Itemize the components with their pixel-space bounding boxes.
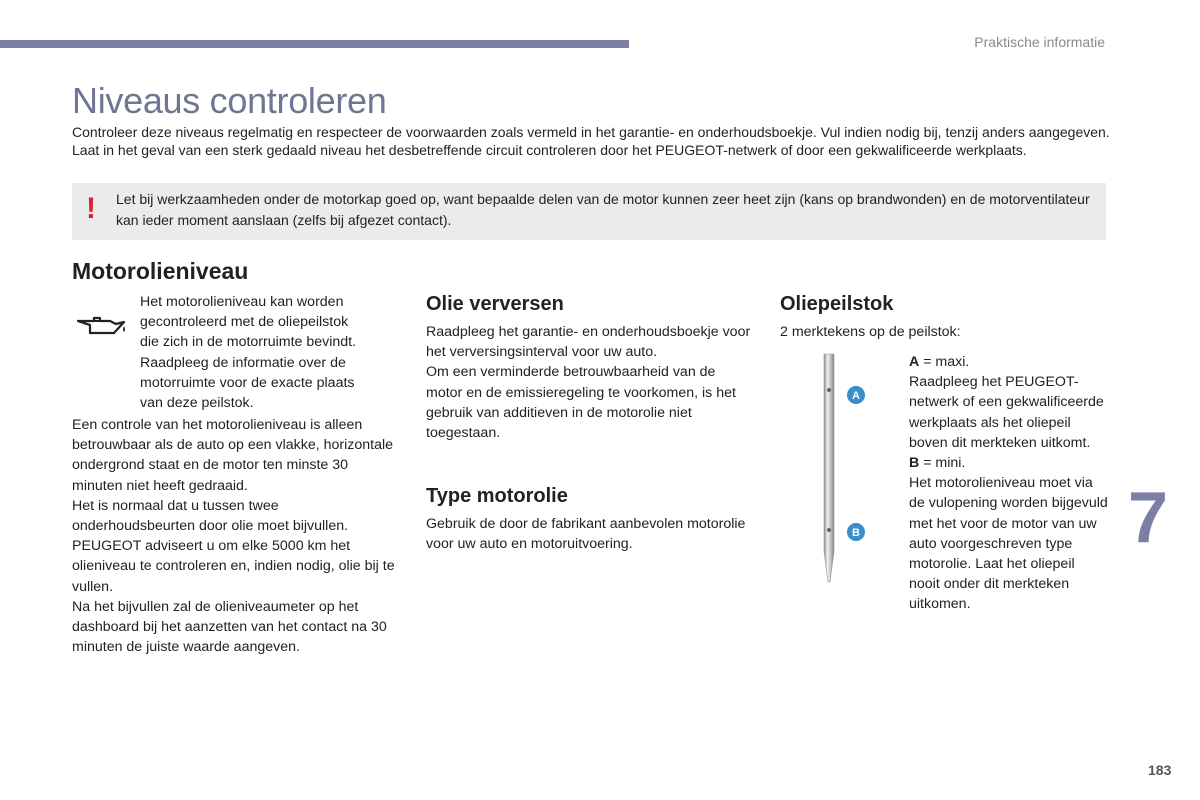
oil-type-paragraph: Gebruik de door de fabrikant aanbevolen motorolie voor uw auto en motoruitvoering. [426, 516, 746, 553]
mark-b-line [909, 453, 1109, 473]
oil-level-paragraph-1: Een controle van het motorolieniveau is alleen betrouwbaar als de auto op een vlakke, horizontale ondergrond staat en de motor ten minste 30 minuten niet heeft gedraaid. [72, 417, 394, 494]
oil-level-line: Raadpleeg de informatie over de [140, 354, 346, 371]
oil-change-heading: Olie verversen [426, 293, 564, 315]
oil-change-paragraph-1: Raadpleeg het garantie- en onderhoudsboekje voor het verversingsinterval voor uw auto. [426, 324, 751, 361]
mark-a-label: A [909, 354, 920, 370]
mark-a-value: = maxi. [919, 354, 970, 370]
svg-text:B: B [852, 527, 860, 539]
intro-paragraph-1: Controleer deze niveaus regelmatig en respecteer de voorwaarden zoals vermeld in het garantie- en onderhoudsboekje. Vul indien nodig bij, tenzij anders aangegeven. [72, 124, 1110, 140]
oil-level-line: motorruimte voor de exacte plaats [140, 374, 355, 391]
warning-box [72, 183, 1106, 240]
svg-text:A: A [852, 390, 860, 402]
oil-level-line: van deze peilstok. [140, 395, 254, 412]
dipstick-marks-text [909, 352, 1109, 615]
dipstick-mark-max [827, 388, 831, 392]
page-title: Niveaus controleren [72, 80, 387, 121]
oil-change-paragraph-2: Om een verminderde betrouwbaarheid van de motor en de emissieregeling te voorkomen, is het gebruik van additieven in de motorolie niet toegestaan. [426, 364, 736, 442]
oil-level-paragraph-2: Het is normaal dat u tussen twee onderhoudsbeurten door olie moet bijvullen. PEUGEOT adviseert u om elke 5000 km het olieniveau te controleren en, indien nodig, olie bij te vullen. [72, 497, 395, 595]
mark-b-description: Het motorolieniveau moet via de vulopening worden bijgevuld met het voor de motor van uw auto voorgeschreven type motorolie. Laat het oliepeil nooit onder dit merkteken uitkomen. [909, 475, 1108, 613]
header-bar [0, 40, 629, 48]
oil-level-intro [140, 292, 390, 413]
oil-can-icon [74, 313, 128, 337]
intro-paragraph-2: Laat in het geval van een sterk gedaald niveau het desbetreffende circuit controleren door het PEUGEOT-netwerk of door een gekwalificeerde werkplaats. [72, 142, 1027, 158]
section-label: Praktische informatie [974, 34, 1105, 50]
page-number: 183 [1148, 762, 1172, 778]
oil-level-heading: Motorolieniveau [72, 258, 249, 284]
oil-change-body [426, 322, 752, 443]
oil-level-line: Het motorolieniveau kan worden [140, 294, 344, 310]
intro-text [72, 123, 1112, 159]
dipstick-heading: Oliepeilstok [780, 293, 894, 315]
chapter-number: 7 [1128, 478, 1169, 558]
warning-text: Let bij werkzaamheden onder de motorkap goed op, want bepaalde delen van de motor kunnen zeer heet zijn (kans op brandwonden) en de motorventilateur kan ieder moment aanslaan (zelfs bij afgezet contact). [116, 191, 1090, 228]
dipstick-illustration [810, 352, 874, 588]
dipstick-mark-min [827, 528, 831, 532]
dipstick-intro: 2 merktekens op de peilstok: [780, 324, 961, 340]
mark-a-line [909, 352, 1109, 372]
mark-b-value: = mini. [919, 455, 966, 472]
oil-type-heading: Type motorolie [426, 485, 568, 507]
mark-a-description: Raadpleeg het PEUGEOT-netwerk of een gekwalificeerde werkplaats als het oliepeil boven dit merkteken uitkomt. [909, 374, 1104, 451]
warning-icon: ! [86, 192, 96, 225]
oil-level-body [72, 415, 398, 657]
oil-level-paragraph-3: Na het bijvullen zal de olieniveaumeter op het dashboard bij het aanzetten van het contact na 30 minuten de juiste waarde aangeven. [72, 598, 387, 656]
oil-level-line: gecontroleerd met de oliepeilstok [140, 314, 349, 331]
oil-type-body [426, 514, 746, 554]
marker-b-icon [847, 523, 865, 541]
oil-level-line: die zich in de motorruimte bevindt. [140, 334, 357, 351]
mark-b-label: B [909, 455, 920, 472]
marker-a-icon [847, 386, 865, 404]
